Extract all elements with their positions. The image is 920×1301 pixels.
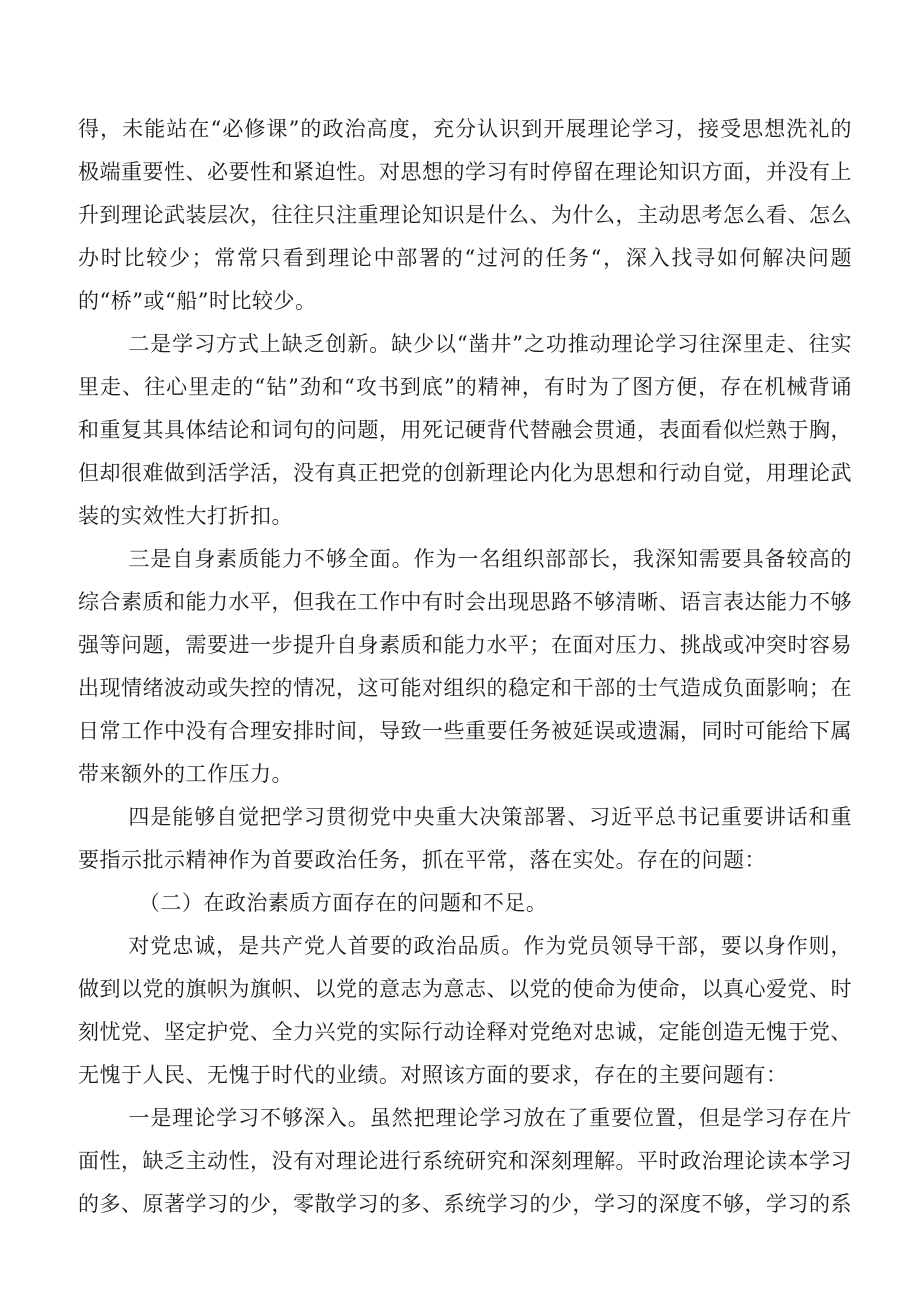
paragraph-continuation: 得，未能站在“必修课”的政治高度，充分认识到开展理论学习，接受思想洗礼的极端重要性、必要性和紧迫性。对思想的学习有时停留在理论知识方面，并没有上升到理论武装层次，往往只注重理论知识是什么、为什么，主动思考怎么看、怎么办时比较少；常常只看到理论中部署的“过河的任务“，深入找寻如何解决问题的“桥”或“船”时比较少。	[78, 117, 852, 313]
paragraph-point-3: 三是自身素质能力不够全面。作为一名组织部部长，我深知需要具备较高的综合素质和能力水平，但我在工作中有时会出现思路不够清晰、语言表达能力不够强等问题，需要进一步提升自身素质和能力水平；在面对压力、挑战或冲突时容易出现情绪波动或失控的情况，这可能对组织的稳定和干部的士气造成负面影响；在日常工作中没有合理安排时间，导致一些重要任务被延误或遗漏，同时可能给下属带来额外的工作压力。	[78, 547, 852, 786]
document-page	[78, 108, 852, 1226]
section-subheading: （二）在政治素质方面存在的问题和不足。	[138, 891, 548, 915]
paragraph-loyalty: 对党忠诚，是共产党人首要的政治品质。作为党员领导干部，要以身作则，做到以党的旗帜为旗帜、以党的意志为意志、以党的使命为使命，以真心爱党、时刻忧党、坚定护党、全力兴党的实际行动诠释对党绝对忠诚，定能创造无愧于党、无愧于人民、无愧于时代的业绩。对照该方面的要求，存在的主要问题有：	[78, 934, 852, 1087]
paragraph-point-1: 一是理论学习不够深入。虽然把理论学习放在了重要位置，但是学习存在片面性，缺乏主动性，没有对理论进行系统研究和深刻理解。平时政治理论读本学习的多、原著学习的少，零散学习的多、系统学习的少，学习的深度不够，学习的系	[78, 1106, 852, 1216]
paragraph-point-2: 二是学习方式上缺乏创新。缺少以“凿井”之功推动理论学习往深里走、往实里走、往心里走的“钻”劲和“攻书到底”的精神，有时为了图方便，存在机械背诵和重复其具体结论和词句的问题，用死记硬背代替融会贯通，表面看似烂熟于胸，但却很难做到活学活，没有真正把党的创新理论内化为思想和行动自觉，用理论武装的实效性大打折扣。	[78, 332, 852, 528]
paragraph-point-4: 四是能够自觉把学习贯彻党中央重大决策部署、习近平总书记重要讲话和重要指示批示精神作为首要政治任务，抓在平常，落在实处。存在的问题：	[78, 805, 852, 872]
